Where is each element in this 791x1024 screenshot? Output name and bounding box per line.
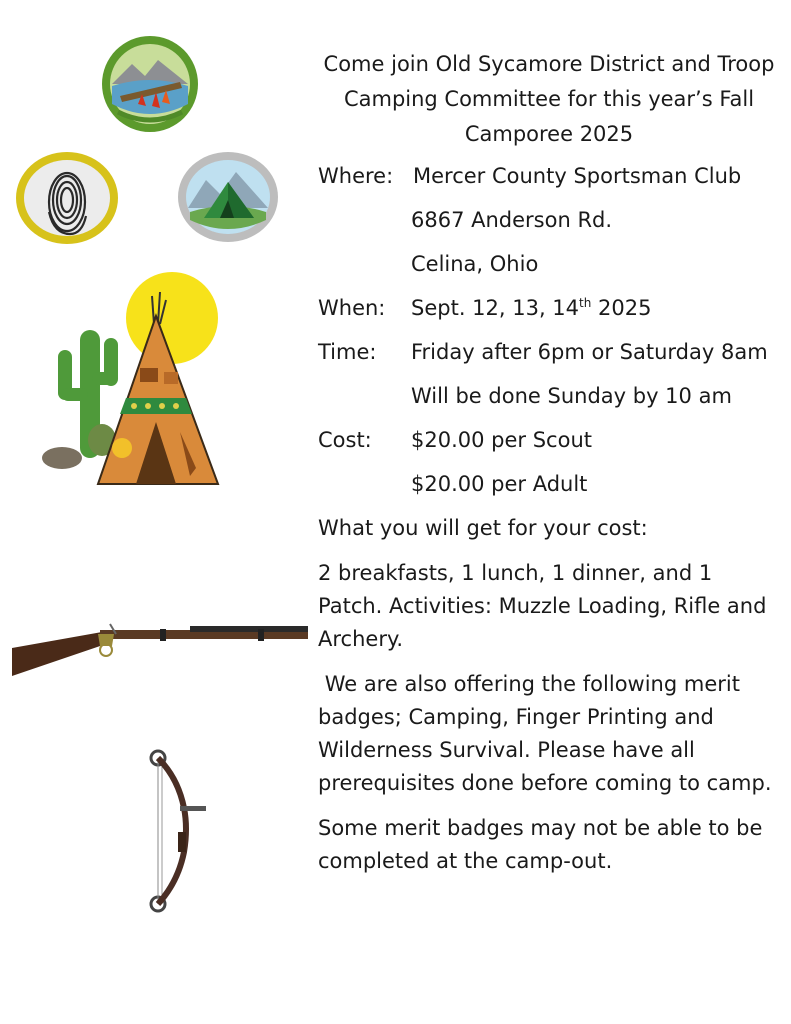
where-label: Where: — [318, 164, 394, 188]
cost-adult: $20.00 per Adult — [411, 472, 588, 496]
where-venue: Mercer County Sportsman Club — [413, 164, 742, 188]
rifle-icon — [10, 618, 310, 682]
where-row — [318, 160, 780, 193]
when-label: When: — [318, 296, 386, 320]
time-start: Friday after 6pm or Saturday 8am — [411, 340, 768, 364]
cost-label: Cost: — [318, 428, 372, 452]
merit-badges-paragraph: We are also offering the following merit badges; Camping, Finger Printing and Wilderness Survival. Please have all prerequisites done before coming to camp. — [318, 672, 772, 795]
cost-heading: What you will get for your cost: — [318, 516, 648, 540]
when-dates — [411, 292, 651, 325]
title-line-2: Camping Committee for this year’s Fall — [343, 87, 755, 111]
where-address: 6867 Anderson Rd. — [411, 208, 613, 232]
time-row — [318, 336, 780, 369]
cost-row — [318, 424, 780, 457]
includes-paragraph: 2 breakfasts, 1 lunch, 1 dinner, and 1 Patch. Activities: Muzzle Loading, Rifle and Archery. — [318, 561, 774, 651]
time-end: Will be done Sunday by 10 am — [411, 384, 732, 408]
title-line-1: Come join Old Sycamore District and Troop — [323, 52, 775, 76]
compound-bow-icon — [140, 748, 210, 914]
fingerprinting-badge-icon — [14, 150, 120, 246]
note-paragraph: Some merit badges may not be able to be completed at the camp-out. — [318, 816, 763, 873]
when-row — [318, 292, 780, 325]
title-line-3: Camporee 2025 — [464, 122, 634, 146]
when-dates-prefix: Sept. 12, 13, 14 — [411, 296, 580, 320]
when-dates-suffix: 2025 — [591, 296, 652, 320]
flyer-text — [318, 47, 780, 890]
page-title — [318, 47, 780, 152]
wilderness-survival-badge-icon — [100, 34, 200, 134]
when-dates-superscript: th — [579, 296, 592, 310]
teepee-desert-icon — [40, 272, 230, 496]
camping-badge-icon — [176, 150, 280, 244]
time-label: Time: — [318, 340, 377, 364]
cost-scout: $20.00 per Scout — [411, 428, 592, 452]
where-city: Celina, Ohio — [411, 252, 539, 276]
